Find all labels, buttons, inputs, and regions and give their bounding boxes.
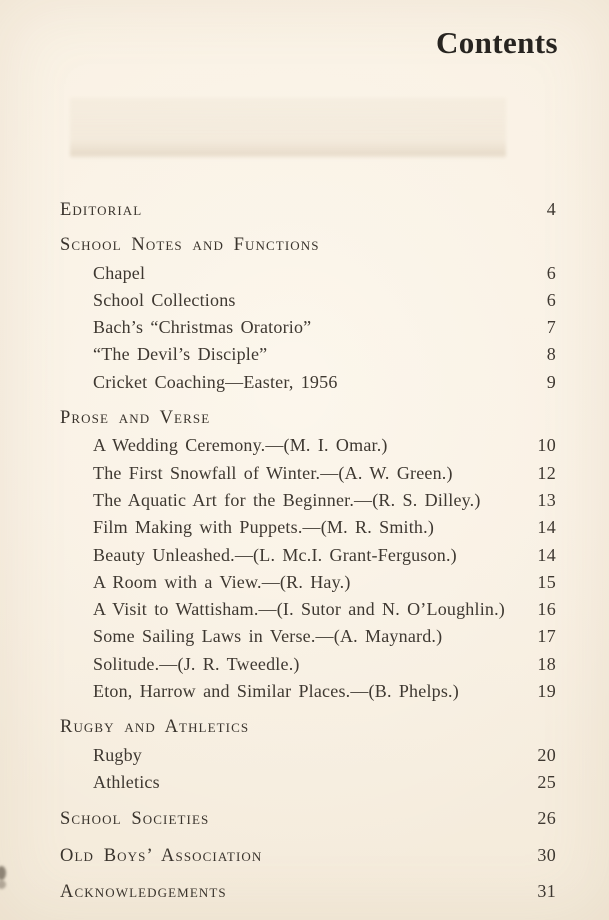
toc-item-row (60, 651, 556, 678)
toc-entry-label: Beauty Unleashed.—(L. Mc.I. Grant-Ferguson.) (93, 544, 457, 565)
toc-entry-label: Old Boys’ Association (60, 845, 263, 866)
toc-item-row (60, 460, 556, 487)
toc-entry-label: Chapel (93, 262, 146, 283)
toc-entry-page-number: 31 (537, 880, 556, 901)
toc-item-row (60, 260, 556, 287)
toc-entry-label: School Collections (93, 289, 236, 310)
toc-entry-label: “The Devil’s Disciple” (93, 344, 268, 365)
toc-section-row (60, 714, 556, 741)
toc-entry-page-number: 30 (537, 844, 556, 865)
page-title: Contents (435, 24, 558, 60)
toc-section-row (60, 842, 556, 869)
toc-item-row (60, 678, 556, 705)
toc-item-row (60, 742, 556, 769)
toc-item-row (60, 596, 556, 623)
toc-entry-label: Athletics (93, 771, 160, 792)
toc-item-row (60, 623, 556, 650)
toc-entry-label: Rugby (93, 744, 143, 765)
toc-entry-label: Cricket Coaching—Easter, 1956 (93, 371, 338, 392)
toc-item-row (60, 514, 556, 541)
toc-entry-page-number: 7 (546, 317, 556, 338)
toc-entry-label: Rugby and Athletics (60, 717, 250, 738)
toc-entry-label: A Visit to Wattisham.—(I. Sutor and N. O’Loughlin.) (93, 599, 505, 620)
toc-entry-label: A Room with a View.—(R. Hay.) (93, 571, 351, 592)
toc-entry-page-number: 6 (546, 262, 556, 283)
toc-item-row (60, 769, 556, 796)
toc-entry-label: Editorial (60, 200, 143, 220)
toc-entry-label: Some Sailing Laws in Verse.—(A. Maynard.) (93, 626, 443, 647)
toc-entry-label: School Notes and Functions (60, 235, 320, 256)
toc-entry-label: Eton, Harrow and Similar Places.—(B. Phelps.) (93, 681, 459, 702)
toc-entry-label: Bach’s “Christmas Oratorio” (93, 317, 312, 338)
toc-item-row (60, 287, 556, 314)
toc-entry-label: Acknowledgements (60, 881, 227, 902)
toc-entry-label: A Wedding Ceremony.—(M. I. Omar.) (93, 435, 388, 456)
toc-entry-page-number: 15 (537, 571, 556, 592)
toc-entry-label: Solitude.—(J. R. Tweedle.) (93, 653, 300, 674)
toc-entry-page-number: 9 (546, 371, 556, 392)
toc-entry-page-number: 26 (537, 808, 556, 829)
toc-list (0, 187, 609, 905)
toc-entry-page-number: 14 (537, 517, 556, 538)
toc-section-row (60, 878, 556, 905)
toc-entry-page-number: 17 (537, 626, 556, 647)
toc-entry-page-number: 16 (537, 599, 556, 620)
toc-item-row (60, 569, 556, 596)
toc-entry-page-number: 14 (537, 544, 556, 565)
toc-entry-label: The First Snowfall of Winter.—(A. W. Green.) (93, 462, 453, 483)
toc-entry-page-number: 10 (537, 435, 556, 456)
toc-entry-label: Prose and Verse (60, 408, 211, 429)
toc-item-row (60, 487, 556, 514)
reverse-side-showthrough (70, 98, 506, 158)
toc-entry-page-number: 12 (537, 462, 556, 483)
toc-entry-page-number: 6 (546, 289, 556, 310)
toc-entry-label: The Aquatic Art for the Beginner.—(R. S. Dilley.) (93, 489, 481, 510)
toc-entry-label: Film Making with Puppets.—(M. R. Smith.) (93, 517, 435, 538)
toc-entry-page-number: 18 (537, 653, 556, 674)
toc-item-row (60, 432, 556, 459)
toc-section-row (60, 405, 556, 432)
toc-section-row (60, 196, 556, 223)
toc-item-row (60, 341, 556, 368)
toc-item-row (60, 369, 556, 396)
toc-entry-label: School Societies (60, 809, 210, 830)
toc-section-row (60, 232, 556, 259)
toc-section-row (60, 805, 556, 832)
toc-entry-page-number: 19 (537, 681, 556, 702)
toc-entry-page-number: 25 (537, 771, 556, 792)
toc-entry-page-number: 4 (546, 199, 556, 219)
toc-entry-page-number: 13 (537, 489, 556, 510)
toc-item-row (60, 542, 556, 569)
toc-entry-page-number: 8 (546, 344, 556, 365)
toc-item-row (60, 314, 556, 341)
toc-entry-page-number: 20 (537, 744, 556, 765)
